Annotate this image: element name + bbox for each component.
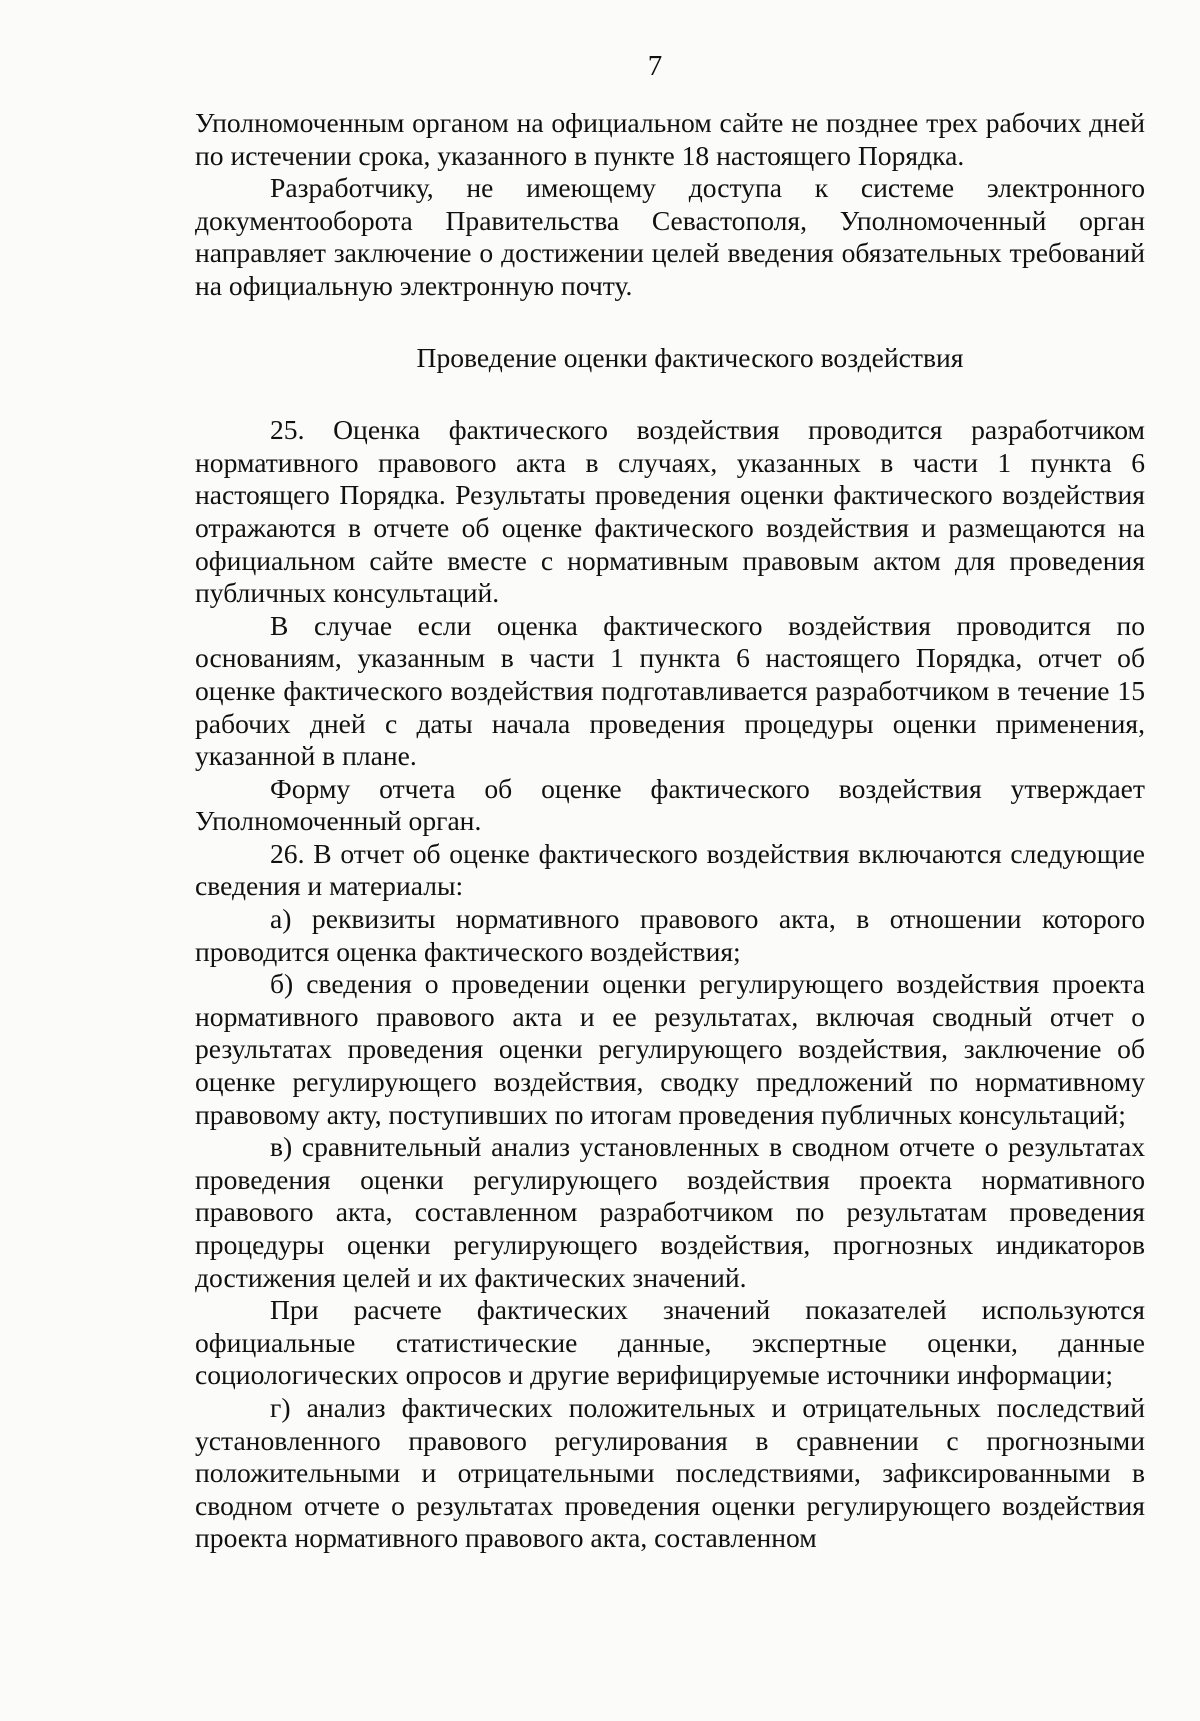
section-heading: Проведение оценки фактического воздействия (416, 341, 964, 373)
paragraph-item-25: 25. Оценка фактического воздействия проводится разработчиком нормативного правового акта в случаях, указанных в части 1 пункта 6 настоящего Порядка. Результаты проведения оценки фактического воздействия отражаются в отчете об оценке фактического воздействия и размещаются на официальном сайте вместе с нормативным правовым актом для проведения публичных консультаций. (195, 414, 1145, 609)
paragraph-report-form: Форму отчета об оценке фактического воздействия утверждает Уполномоченный орган. (195, 772, 1145, 837)
paragraph-subitem-b: б) сведения о проведении оценки регулирующего воздействия проекта нормативного правового акта и ее результатах, включая сводный отчет о результатах проведения оценки регулирующего воздействия, заключение об оценке регулирующего воздействия, сводку предложений по нормативному правовому акту, поступивших по итогам проведения публичных консультаций; (195, 968, 1145, 1130)
paragraph-case: В случае если оценка фактического воздействия проводится по основаниям, указанным в части 1 пункта 6 настоящего Порядка, отчет об оценке фактического воздействия подготавливается разработчиком в течение 15 рабочих дней с даты начала проведения процедуры оценки применения, указанной в плане. (195, 609, 1145, 772)
paragraph-calculation: При расчете фактических значений показателей используются официальные статистические данные, экспертные оценки, данные социологических опросов и другие верифицируемые источники информации; (195, 1294, 1145, 1391)
document-body (195, 107, 1145, 1555)
paragraph-developer-access: Разработчику, не имеющему доступа к системе электронного документооборота Правительства Севастополя, Уполномоченный орган направляет заключение о достижении целей введения обязательных требований на официальную электронную почту. (195, 172, 1145, 301)
paragraph-subitem-a: а) реквизиты нормативного правового акта, в отношении которого проводится оценка фактического воздействия; (195, 903, 1145, 967)
paragraph-continuation: Уполномоченным органом на официальном сайте не позднее трех рабочих дней по истечении срока, указанного в пункте 18 настоящего Порядка. (195, 107, 1145, 171)
paragraph-item-26: 26. В отчет об оценке фактического воздействия включаются следующие сведения и материалы: (195, 837, 1145, 902)
paragraph-subitem-g: г) анализ фактических положительных и отрицательных последствий установленного правового регулирования в сравнении с прогнозными положительными и отрицательными последствиями, зафиксированными в сводном отчете о результатах проведения оценки регулирующего воздействия проекта нормативного правового акта, составленном (195, 1391, 1145, 1554)
paragraph-subitem-v: в) сравнительный анализ установленных в сводном отчете о результатах проведения оценки регулирующего воздействия проекта нормативного правового акта, составленном разработчиком по результатам проведения процедуры оценки регулирующего воздействия, прогнозных индикаторов достижения целей и их фактических значений. (195, 1131, 1145, 1293)
page-number: 7 (647, 50, 663, 82)
